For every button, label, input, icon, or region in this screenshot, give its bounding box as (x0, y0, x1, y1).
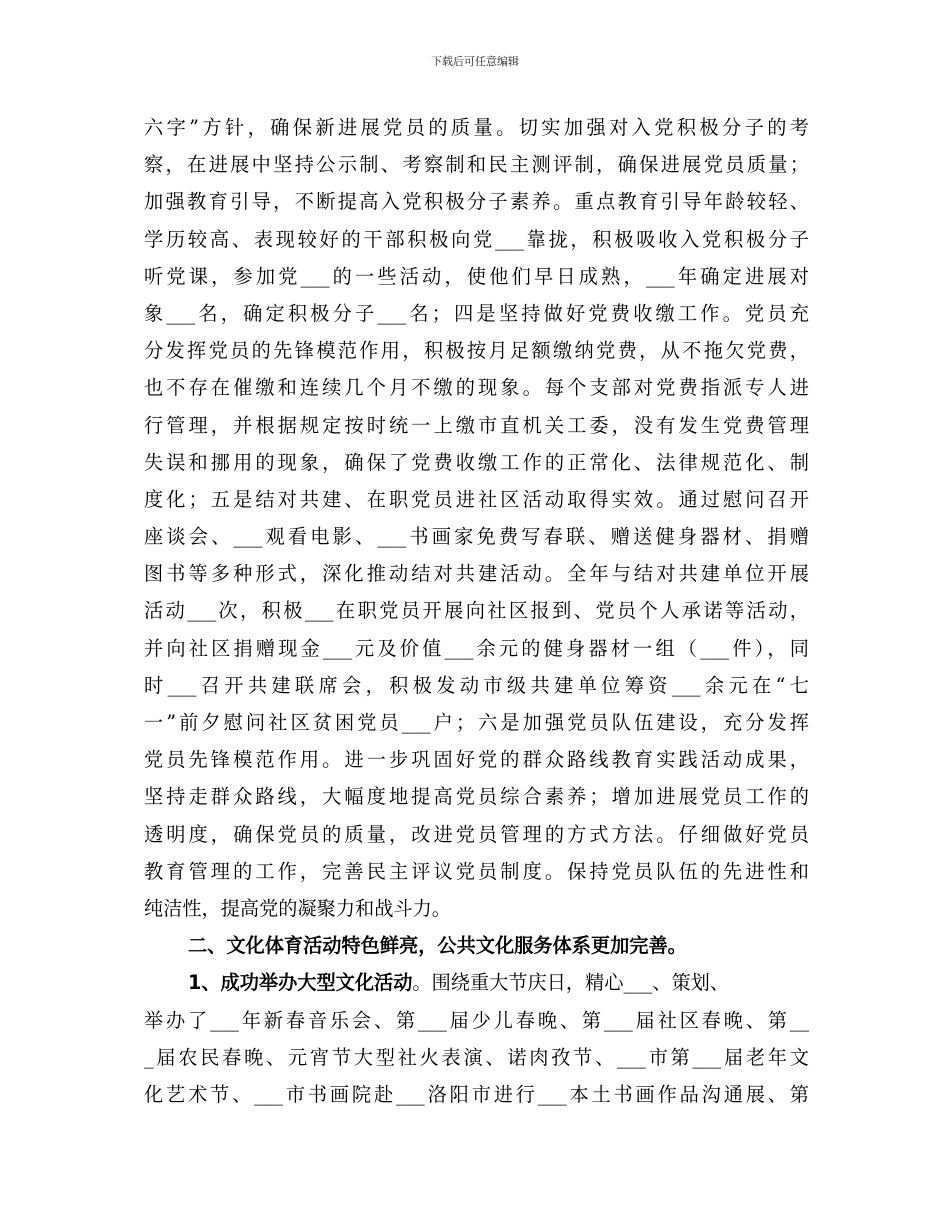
body-line: 察，在进展中坚持公示制、考察制和民主测评制，确保进展党员质量； (144, 153, 809, 177)
body-line: 失误和挪用的现象，确保了党费收缴工作的正常化、法律规范化、制 (144, 450, 809, 474)
subsection-line: 化艺术节、___市书画院赴___洛阳市进行___本土书画作品沟通展、第 (144, 1082, 809, 1106)
body-line: 听党课，参加党___的一些活动，使他们早日成熟，___年确定进展对 (144, 264, 809, 288)
body-line: 行管理，并根据规定按时统一上缴市直机关工委，没有发生党费管理 (144, 413, 809, 437)
body-line: 时___召开共建联席会，积极发动市级共建单位筹资___余元在“七 (144, 673, 809, 697)
body-line: 学历较高、表现较好的干部积极向党___靠拢，积极吸收入党积极分子 (144, 227, 809, 251)
body-line: 教育管理的工作，完善民主评议党员制度。保持党员队伍的先进性和 (144, 859, 809, 883)
body-line: 度化；五是结对共建、在职党员进社区活动取得实效。通过慰问召开 (144, 487, 809, 511)
body-line: 加强教育引导，不断提高入党积极分子素养。重点教育引导年龄较轻、 (144, 190, 809, 214)
body-line: 象___名，确定积极分子___名；四是坚持做好党费收缴工作。党员充 (144, 301, 809, 325)
body-line: 也不存在催缴和连续几个月不缴的现象。每个支部对党费指派专人进 (144, 376, 809, 400)
subsection-first-rest: 。围绕重大节庆日，精心___、策划、 (412, 971, 730, 995)
body-line: 座谈会、___观看电影、___书画家免费写春联、赠送健身器材、捐赠 (144, 525, 809, 549)
body-line: 坚持走群众路线，大幅度地提高党员综合素养；增加进展党员工作的 (144, 785, 809, 809)
body-line: 图书等多种形式，深化推动结对共建活动。全年与结对共建单位开展 (144, 562, 809, 586)
page-header-note: 下载后可任意编辑 (431, 55, 519, 68)
body-line: 活动___次，积极___在职党员开展向社区报到、党员个人承诺等活动， (144, 599, 809, 623)
subsection-lead: 1、成功举办大型文化活动 (188, 971, 413, 995)
subsection-line: _届农民春晚、元宵节大型社火表演、诺肉孜节、___市第___届老年文 (144, 1045, 809, 1069)
section-heading: 二、文化体育活动特色鲜亮，公共文化服务体系更加完善。 (188, 934, 687, 958)
subsection-line: 举办了___年新春音乐会、第___届少儿春晚、第___届社区春晚、第__ (144, 1008, 809, 1032)
body-line: 分发挥党员的先锋模范作用，积极按月足额缴纳党费，从不拖欠党费， (144, 339, 809, 363)
body-line-last: 纯洁性，提高党的凝聚力和战斗力。 (144, 896, 451, 920)
body-line: 六字”方针，确保新进展党员的质量。切实加强对入党积极分子的考 (144, 116, 809, 139)
body-text (144, 109, 809, 1113)
body-line: 透明度，确保党员的质量，改进党员管理的方式方法。仔细做好党员 (144, 822, 809, 846)
body-line: 并向社区捐赠现金___元及价值___余元的健身器材一组（___件），同 (144, 636, 809, 660)
body-line: 党员先锋模范作用。进一步巩固好党的群众路线教育实践活动成果， (144, 748, 809, 772)
subsection-first-line (144, 964, 809, 1001)
body-line: 一”前夕慰问社区贫困党员___户；六是加强党员队伍建设，充分发挥 (144, 711, 809, 734)
